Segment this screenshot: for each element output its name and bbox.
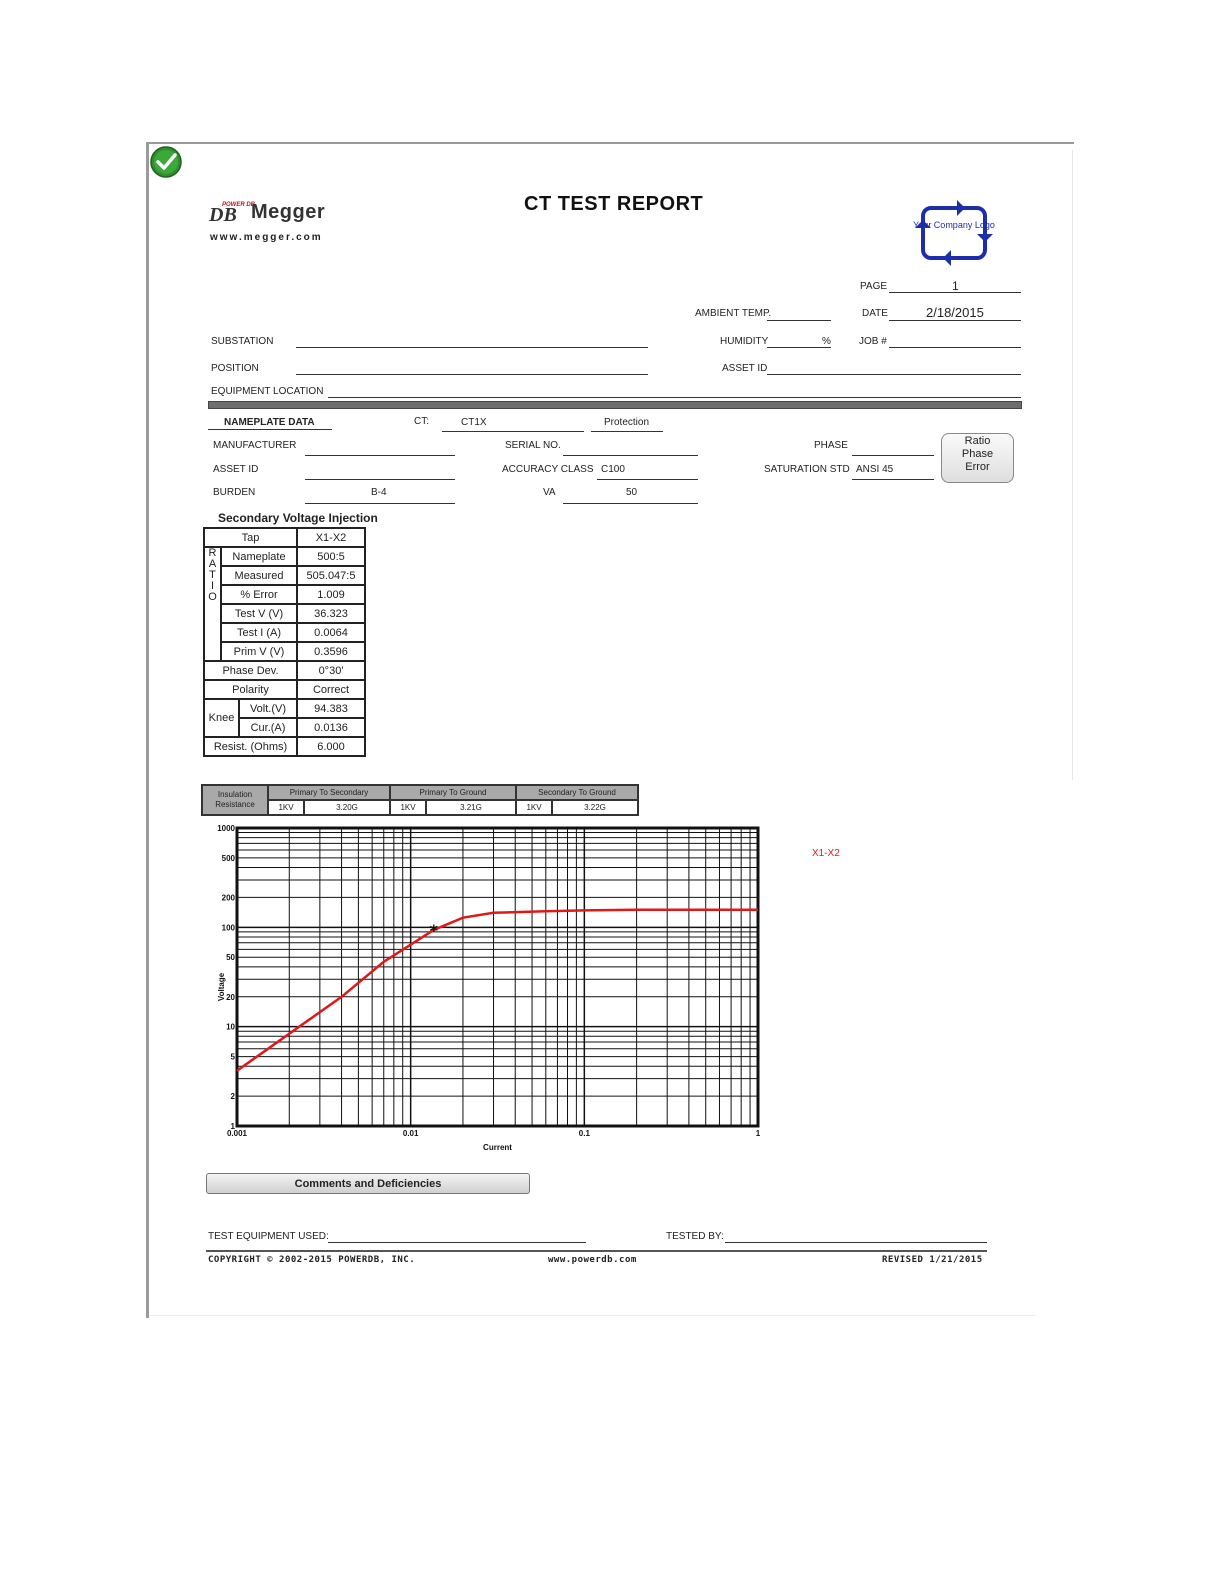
ambient-temp-field[interactable] [767, 320, 831, 321]
x-tick-label: 0.1 [578, 1129, 590, 1138]
measured-value[interactable]: 505.047:5 [297, 566, 365, 585]
accuracy-label: ACCURACY CLASS [502, 464, 594, 475]
svg-text:DB: DB [209, 204, 237, 226]
asset-id-field[interactable] [767, 374, 1021, 375]
brand-name: Megger [251, 201, 326, 223]
y-tick-label: 5 [230, 1052, 235, 1062]
serial-field[interactable] [563, 455, 698, 456]
va-value[interactable]: 50 [626, 487, 638, 498]
resist-value[interactable]: 6.000 [297, 737, 365, 756]
tap-label: Tap [204, 528, 297, 547]
knee-label: Knee [204, 699, 239, 737]
company-logo-text: Your Company Logo [913, 220, 995, 230]
insulation-label: Insulation Resistance [202, 785, 268, 815]
rpe-line-1: Ratio [964, 435, 991, 447]
polarity-value[interactable]: Correct [297, 680, 365, 699]
svi-row-primv [204, 642, 365, 661]
ratio-phase-error-button[interactable] [941, 433, 1014, 483]
brand-url[interactable]: www.megger.com [210, 232, 323, 243]
polarity-label: Polarity [204, 680, 297, 699]
svi-row-error [204, 585, 365, 604]
page-frame-top [146, 142, 1074, 144]
saturation-value[interactable]: ANSI 45 [856, 464, 894, 475]
website-text[interactable]: www.powerdb.com [548, 1255, 637, 1265]
ct-type-value[interactable]: Protection [604, 417, 650, 428]
ins-group-2-kv[interactable]: 1KV [390, 800, 426, 815]
testi-value[interactable]: 0.0064 [297, 623, 365, 642]
burden-label: BURDEN [213, 487, 256, 498]
y-axis-label: Voltage [217, 972, 226, 1002]
test-equipment-label: TEST EQUIPMENT USED: [208, 1231, 329, 1242]
svi-row-testi [204, 623, 365, 642]
primv-value[interactable]: 0.3596 [297, 642, 365, 661]
ct-label: CT: [414, 416, 429, 427]
page-frame-right [1072, 150, 1073, 780]
page-frame-bottom [150, 1315, 1036, 1316]
testv-value[interactable]: 36.323 [297, 604, 365, 623]
svi-row-polarity [204, 680, 365, 699]
testi-label: Test I (A) [221, 623, 297, 642]
substation-label: SUBSTATION [211, 336, 274, 347]
y-tick-label: 1 [230, 1122, 235, 1131]
svi-table [203, 527, 366, 757]
ins-group-3-value[interactable]: 3.22G [552, 800, 638, 815]
rpe-line-2: Phase [961, 448, 994, 460]
knee-point-marker: * [429, 920, 439, 940]
ratio-vertical-label: R A T I O [204, 547, 221, 661]
revised-text: REVISED 1/21/2015 [882, 1255, 983, 1265]
saturation-underline [852, 479, 934, 480]
footer-rule [206, 1250, 987, 1252]
copyright-text: COPYRIGHT © 2002-2015 POWERDB, INC. [208, 1255, 416, 1265]
y-tick-label: 500 [221, 853, 235, 863]
svi-row-measured [204, 566, 365, 585]
insulation-table [201, 784, 639, 816]
ins-group-3-kv[interactable]: 1KV [516, 800, 552, 815]
substation-field[interactable] [296, 347, 648, 348]
section-divider [208, 401, 1022, 409]
rpe-line-3: Error [965, 461, 990, 473]
legend-x1-x2: X1-X2 [812, 848, 840, 859]
report-title: CT TEST REPORT [524, 193, 704, 215]
x-tick-label: 0.001 [226, 1129, 248, 1138]
plot-area [237, 828, 758, 1126]
humidity-unit: % [822, 336, 831, 347]
serial-label: SERIAL NO. [505, 440, 561, 451]
kneev-label: Volt.(V) [239, 699, 297, 718]
np-asset-id-label: ASSET ID [213, 464, 259, 475]
ambient-temp-label: AMBIENT TEMP. [695, 308, 772, 319]
company-logo-icon [913, 198, 997, 266]
primv-label: Prim V (V) [221, 642, 297, 661]
va-label: VA [543, 487, 556, 498]
svi-row-tap [204, 528, 365, 547]
date-label: DATE [862, 308, 888, 319]
resist-label: Resist. (Ohms) [204, 737, 297, 756]
kneev-value[interactable]: 94.383 [297, 699, 365, 718]
ct-value[interactable]: CT1X [461, 417, 487, 428]
page-frame-left [146, 142, 149, 1318]
tested-by-field[interactable] [725, 1242, 987, 1243]
svi-row-kneev [204, 699, 365, 718]
asset-id-label: ASSET ID [722, 363, 768, 374]
date-underline [889, 320, 1021, 321]
page-value[interactable]: 1 [952, 279, 959, 293]
svi-row-nameplate [204, 547, 365, 566]
nameplate-ratio-label: Nameplate [221, 547, 297, 566]
x-tick-label: 1 [755, 1129, 761, 1138]
ct-underline [442, 431, 584, 432]
burden-underline [305, 503, 455, 504]
y-tick-label: 1000 [217, 824, 235, 833]
phasedev-label: Phase Dev. [204, 661, 297, 680]
humidity-field[interactable] [767, 347, 831, 348]
manufacturer-label: MANUFACTURER [213, 440, 297, 451]
saturation-label: SATURATION STD [764, 464, 850, 475]
powerdb-logo-icon [208, 198, 255, 226]
y-tick-label: 50 [226, 953, 235, 963]
accuracy-value[interactable]: C100 [601, 464, 625, 475]
equipment-location-field[interactable] [328, 397, 1021, 398]
manufacturer-field[interactable] [305, 455, 455, 456]
error-label: % Error [221, 585, 297, 604]
svi-row-testv [204, 604, 365, 623]
phase-field[interactable] [852, 455, 934, 456]
burden-value[interactable]: B-4 [371, 487, 387, 498]
humidity-label: HUMIDITY [720, 336, 769, 347]
testv-label: Test V (V) [221, 604, 297, 623]
position-field[interactable] [296, 374, 648, 375]
ct-type-underline [591, 431, 663, 432]
ins-group-2-name: Primary To Ground [390, 785, 516, 800]
tested-by-label: TESTED BY: [666, 1231, 724, 1242]
phasedev-value[interactable]: 0°30' [297, 661, 365, 680]
page-label: PAGE [860, 281, 888, 292]
y-tick-label: 100 [221, 923, 235, 933]
test-equipment-field[interactable] [328, 1242, 586, 1243]
svi-title: Secondary Voltage Injection [218, 511, 378, 525]
green-check-icon[interactable] [149, 145, 185, 179]
va-underline [563, 503, 698, 504]
ins-group-3-name: Secondary To Ground [516, 785, 638, 800]
error-value[interactable]: 1.009 [297, 585, 365, 604]
y-tick-label: 2 [230, 1092, 235, 1102]
kneec-value[interactable]: 0.0136 [297, 718, 365, 737]
position-label: POSITION [211, 363, 259, 374]
excitation-curve-chart [200, 818, 860, 1158]
svi-row-phasedev [204, 661, 365, 680]
nameplate-section-label: NAMEPLATE DATA [224, 417, 315, 428]
ins-group-2-value[interactable]: 3.21G [426, 800, 516, 815]
job-field[interactable] [889, 347, 1021, 348]
ins-group-1-name: Primary To Secondary [268, 785, 390, 800]
ins-group-1-value[interactable]: 3.20G [304, 800, 390, 815]
np-asset-id-field[interactable] [305, 479, 455, 480]
job-label: JOB # [859, 336, 887, 347]
kneec-label: Cur.(A) [239, 718, 297, 737]
x-axis-label: Current [483, 1143, 512, 1152]
y-tick-label: 10 [226, 1022, 235, 1032]
x-tick-label: 0.01 [402, 1129, 419, 1138]
tap-value[interactable]: X1-X2 [297, 528, 365, 547]
nameplate-underline [208, 429, 332, 430]
comments-deficiencies-button[interactable]: Comments and Deficiencies [206, 1173, 530, 1194]
date-value[interactable]: 2/18/2015 [926, 305, 984, 320]
y-tick-label: 200 [221, 893, 235, 903]
accuracy-underline [597, 479, 698, 480]
svi-row-resist [204, 737, 365, 756]
equipment-location-label: EQUIPMENT LOCATION [211, 386, 324, 397]
y-tick-label: 20 [226, 992, 235, 1002]
measured-label: Measured [221, 566, 297, 585]
ins-group-1-kv[interactable]: 1KV [268, 800, 304, 815]
phase-label: PHASE [814, 440, 848, 451]
nameplate-ratio-value[interactable]: 500:5 [297, 547, 365, 566]
powerdb-logo-small-text: POWER DB [222, 202, 255, 208]
